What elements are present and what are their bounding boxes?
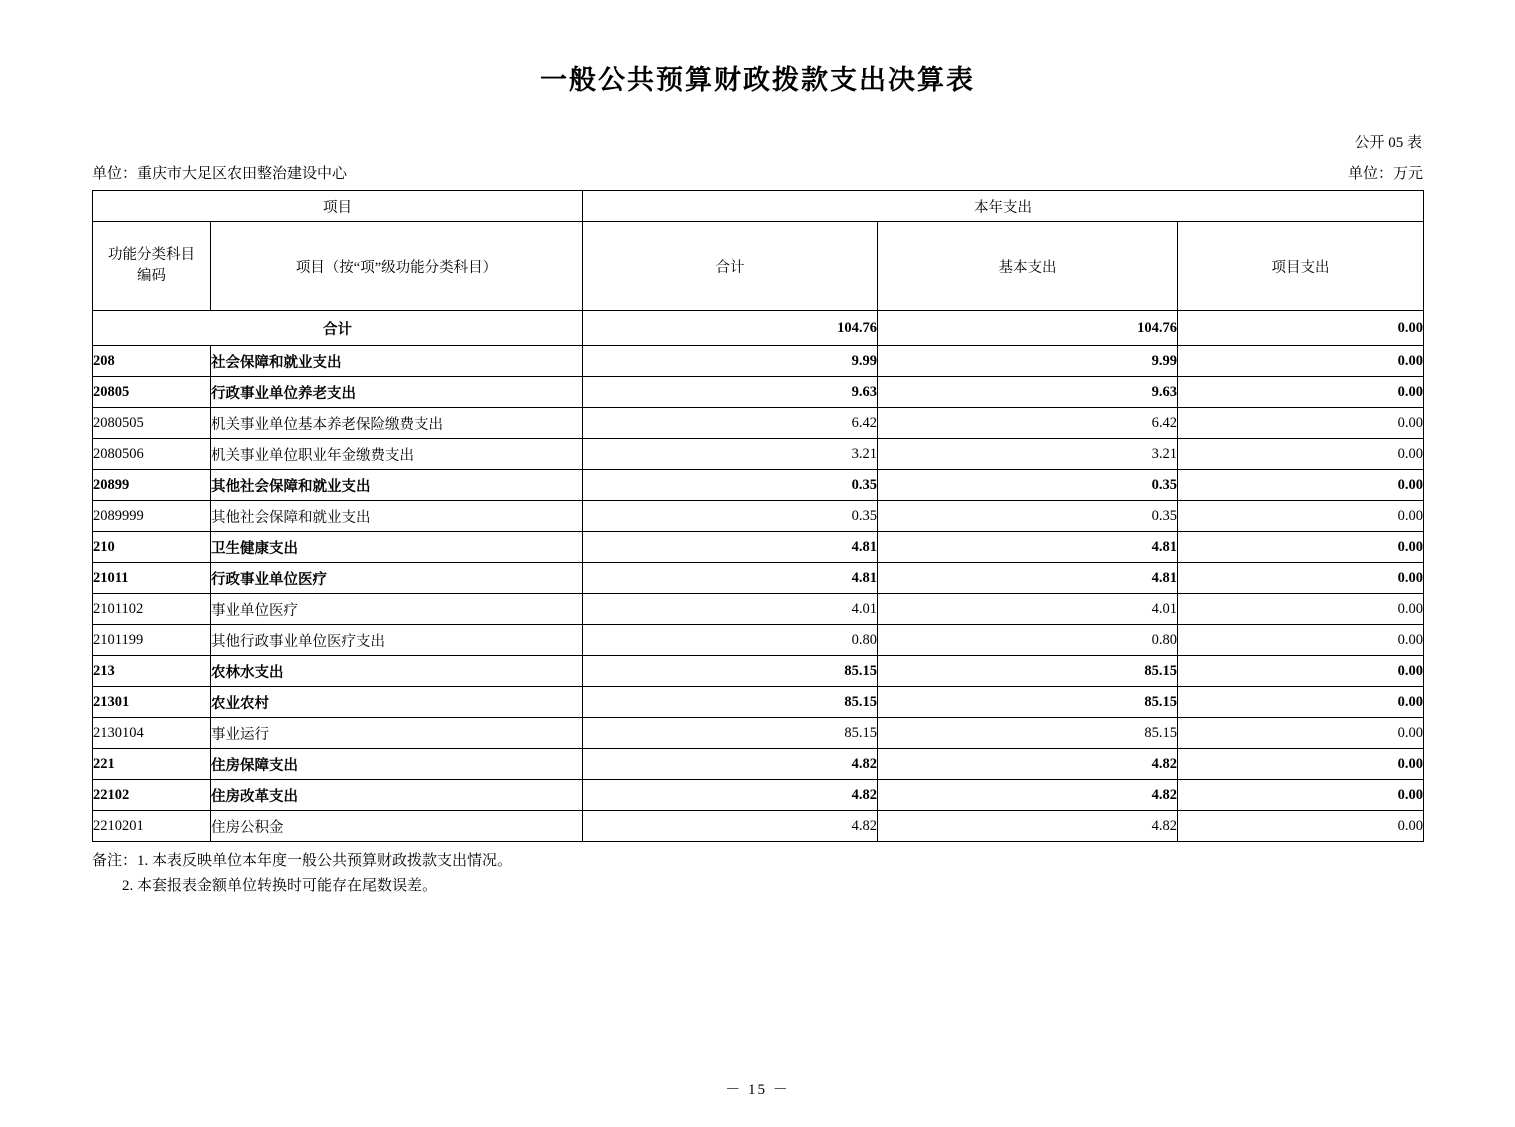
cell-project: 0.00 bbox=[1178, 718, 1424, 749]
cell-total: 0.35 bbox=[583, 470, 878, 501]
cell-project: 0.00 bbox=[1178, 749, 1424, 780]
cell-name: 社会保障和就业支出 bbox=[211, 346, 583, 377]
table-row bbox=[93, 780, 1424, 811]
table-row-total bbox=[93, 311, 1424, 346]
cell-basic: 4.01 bbox=[878, 594, 1178, 625]
cell-basic: 9.99 bbox=[878, 346, 1178, 377]
table-row bbox=[93, 470, 1424, 501]
cell-code: 21011 bbox=[93, 563, 211, 594]
cell-project: 0.00 bbox=[1178, 377, 1424, 408]
cell-name: 机关事业单位职业年金缴费支出 bbox=[211, 439, 583, 470]
cell-name: 事业单位医疗 bbox=[211, 594, 583, 625]
cell-total: 4.81 bbox=[583, 532, 878, 563]
cell-basic: 0.35 bbox=[878, 470, 1178, 501]
header-col-code-line2: 编码 bbox=[137, 268, 166, 284]
cell-total: 0.35 bbox=[583, 501, 878, 532]
total-row-basic: 104.76 bbox=[878, 311, 1178, 346]
table-row bbox=[93, 718, 1424, 749]
cell-project: 0.00 bbox=[1178, 563, 1424, 594]
document-page bbox=[0, 58, 1515, 1127]
table-body bbox=[93, 311, 1424, 842]
cell-code: 2130104 bbox=[93, 718, 211, 749]
cell-total: 0.80 bbox=[583, 625, 878, 656]
cell-name: 农林水支出 bbox=[211, 656, 583, 687]
cell-basic: 85.15 bbox=[878, 656, 1178, 687]
budget-expenditure-table bbox=[92, 190, 1424, 842]
page-number: － 15 － bbox=[725, 1082, 790, 1098]
note-line-1: 备注：1. 本表反映单位本年度一般公共预算财政拨款支出情况。 bbox=[92, 853, 513, 869]
cell-code: 22102 bbox=[93, 780, 211, 811]
table-row bbox=[93, 811, 1424, 842]
header-group-current-year: 本年支出 bbox=[583, 191, 1424, 222]
cell-code: 2080505 bbox=[93, 408, 211, 439]
amount-unit-label: 单位：万元 bbox=[1347, 166, 1423, 182]
cell-basic: 3.21 bbox=[878, 439, 1178, 470]
cell-name: 行政事业单位养老支出 bbox=[211, 377, 583, 408]
cell-project: 0.00 bbox=[1178, 625, 1424, 656]
table-row bbox=[93, 439, 1424, 470]
table-header-group-row bbox=[93, 191, 1424, 222]
total-row-project: 0.00 bbox=[1178, 311, 1424, 346]
total-row-label: 合计 bbox=[93, 311, 583, 346]
cell-project: 0.00 bbox=[1178, 501, 1424, 532]
cell-basic: 4.82 bbox=[878, 749, 1178, 780]
cell-code: 20805 bbox=[93, 377, 211, 408]
cell-total: 9.99 bbox=[583, 346, 878, 377]
cell-project: 0.00 bbox=[1178, 687, 1424, 718]
cell-total: 9.63 bbox=[583, 377, 878, 408]
cell-total: 4.82 bbox=[583, 749, 878, 780]
cell-code: 221 bbox=[93, 749, 211, 780]
cell-name: 住房改革支出 bbox=[211, 780, 583, 811]
cell-basic: 4.81 bbox=[878, 532, 1178, 563]
form-code-label: 公开 05 表 bbox=[1354, 135, 1422, 151]
cell-total: 6.42 bbox=[583, 408, 878, 439]
table-row bbox=[93, 501, 1424, 532]
header-group-project: 项目 bbox=[93, 191, 583, 222]
cell-code: 20899 bbox=[93, 470, 211, 501]
cell-code: 208 bbox=[93, 346, 211, 377]
table-row bbox=[93, 532, 1424, 563]
cell-name: 其他社会保障和就业支出 bbox=[211, 501, 583, 532]
cell-name: 其他社会保障和就业支出 bbox=[211, 470, 583, 501]
cell-basic: 6.42 bbox=[878, 408, 1178, 439]
cell-project: 0.00 bbox=[1178, 594, 1424, 625]
cell-name: 事业运行 bbox=[211, 718, 583, 749]
header-col-project: 项目支出 bbox=[1178, 222, 1424, 311]
cell-basic: 4.81 bbox=[878, 563, 1178, 594]
cell-code: 21301 bbox=[93, 687, 211, 718]
cell-basic: 4.82 bbox=[878, 811, 1178, 842]
header-col-code bbox=[93, 222, 211, 311]
table-notes bbox=[92, 849, 1423, 899]
header-col-code-line1: 功能分类科目 bbox=[108, 246, 195, 263]
meta-row bbox=[92, 162, 1423, 183]
header-col-name: 项目（按“项”级功能分类科目） bbox=[211, 222, 583, 311]
header-col-basic: 基本支出 bbox=[878, 222, 1178, 311]
cell-name: 行政事业单位医疗 bbox=[211, 563, 583, 594]
cell-project: 0.00 bbox=[1178, 780, 1424, 811]
cell-name: 住房保障支出 bbox=[211, 749, 583, 780]
cell-code: 2089999 bbox=[93, 501, 211, 532]
table-row bbox=[93, 656, 1424, 687]
cell-basic: 0.80 bbox=[878, 625, 1178, 656]
cell-project: 0.00 bbox=[1178, 408, 1424, 439]
cell-code: 210 bbox=[93, 532, 211, 563]
header-col-total: 合计 bbox=[583, 222, 878, 311]
cell-code: 2101199 bbox=[93, 625, 211, 656]
table-header bbox=[93, 191, 1424, 311]
cell-code: 2101102 bbox=[93, 594, 211, 625]
table-row bbox=[93, 563, 1424, 594]
cell-name: 农业农村 bbox=[211, 687, 583, 718]
cell-total: 3.21 bbox=[583, 439, 878, 470]
cell-code: 2210201 bbox=[93, 811, 211, 842]
cell-project: 0.00 bbox=[1178, 439, 1424, 470]
cell-total: 4.01 bbox=[583, 594, 878, 625]
cell-basic: 9.63 bbox=[878, 377, 1178, 408]
table-row bbox=[93, 346, 1424, 377]
cell-name: 卫生健康支出 bbox=[211, 532, 583, 563]
table-row bbox=[93, 687, 1424, 718]
table-header-column-row bbox=[93, 222, 1424, 311]
cell-basic: 85.15 bbox=[878, 687, 1178, 718]
cell-name: 其他行政事业单位医疗支出 bbox=[211, 625, 583, 656]
table-row bbox=[93, 625, 1424, 656]
cell-project: 0.00 bbox=[1178, 656, 1424, 687]
table-row bbox=[93, 408, 1424, 439]
cell-basic: 85.15 bbox=[878, 718, 1178, 749]
cell-total: 85.15 bbox=[583, 656, 878, 687]
cell-name: 住房公积金 bbox=[211, 811, 583, 842]
note-line-2: 2. 本套报表金额单位转换时可能存在尾数误差。 bbox=[122, 877, 438, 894]
table-row bbox=[93, 594, 1424, 625]
cell-project: 0.00 bbox=[1178, 811, 1424, 842]
unit-label: 单位：重庆市大足区农田整治建设中心 bbox=[92, 166, 348, 182]
cell-total: 85.15 bbox=[583, 687, 878, 718]
cell-project: 0.00 bbox=[1178, 470, 1424, 501]
cell-project: 0.00 bbox=[1178, 532, 1424, 563]
total-row-total: 104.76 bbox=[583, 311, 878, 346]
cell-total: 4.82 bbox=[583, 780, 878, 811]
cell-code: 2080506 bbox=[93, 439, 211, 470]
table-row bbox=[93, 749, 1424, 780]
table-row bbox=[93, 377, 1424, 408]
page-title: 一般公共预算财政拨款支出决算表 bbox=[540, 65, 975, 95]
cell-total: 4.81 bbox=[583, 563, 878, 594]
cell-project: 0.00 bbox=[1178, 346, 1424, 377]
cell-name: 机关事业单位基本养老保险缴费支出 bbox=[211, 408, 583, 439]
cell-basic: 0.35 bbox=[878, 501, 1178, 532]
cell-basic: 4.82 bbox=[878, 780, 1178, 811]
cell-total: 4.82 bbox=[583, 811, 878, 842]
cell-code: 213 bbox=[93, 656, 211, 687]
cell-total: 85.15 bbox=[583, 718, 878, 749]
